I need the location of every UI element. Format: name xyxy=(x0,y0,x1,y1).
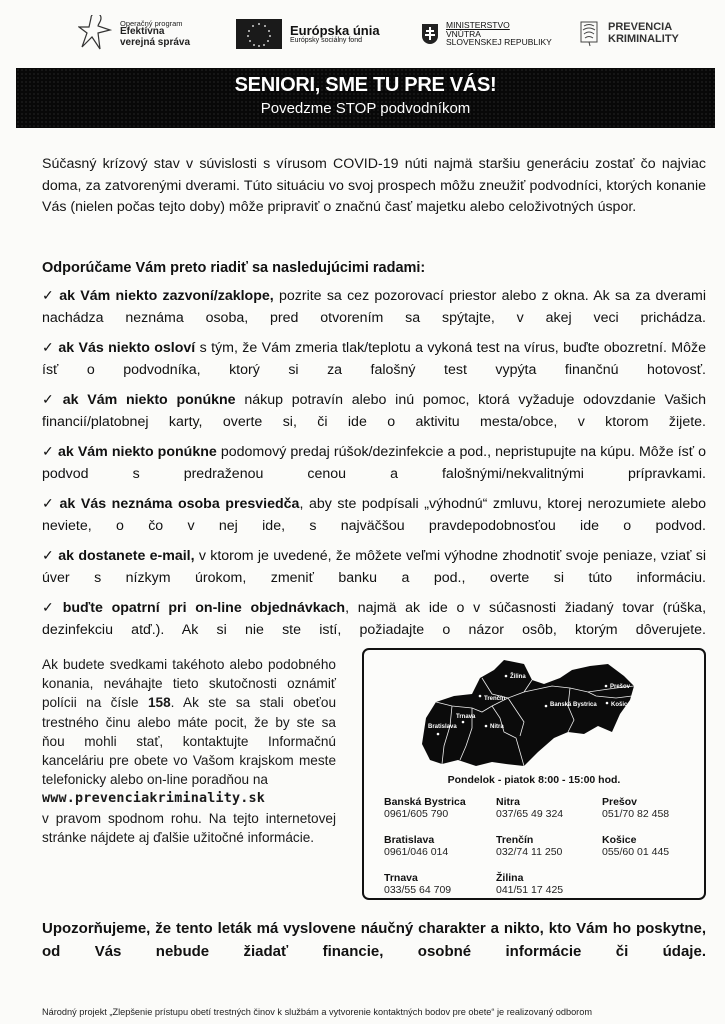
website-link[interactable]: www.prevenciakriminality.sk xyxy=(42,791,266,807)
logo-operacny-program xyxy=(78,14,190,54)
office-phone[interactable]: 051/70 82 458 xyxy=(602,808,670,820)
checkmark-icon: ✓ xyxy=(42,600,59,616)
checkmark-icon: ✓ xyxy=(42,496,56,512)
checkmark-icon: ✓ xyxy=(42,288,56,304)
advice-item-lead: ak dostanete e-mail, xyxy=(58,548,195,564)
office-phone[interactable]: 041/51 17 425 xyxy=(496,884,564,896)
slovak-coat-of-arms-icon xyxy=(422,24,438,44)
witness-text-3: v pravom spodnom rohu. Na tejto internetovej stránke nájdete aj ďalšie užitočné informácie. xyxy=(42,810,336,845)
advice-item-text: v ktorom je uvedené, že môžete veľmi výhodne zhodnotiť svoje peniaze, vziať si úver s nízkym úrokom, zmeniť banku a pod., overte si túto informáciu. xyxy=(42,548,707,586)
advice-item xyxy=(42,338,706,381)
office-hours: Pondelok - piatok 8:00 - 15:00 hod. xyxy=(447,774,621,786)
map-label-zilina: Žilina xyxy=(510,674,526,680)
office-city: Žilina xyxy=(496,872,524,884)
intro-paragraph: Súčasný krízový stav v súvislosti s vírusom COVID-19 núti najmä staršiu generáciu zostať čo najviac doma, za zatvorenými dverami. Túto situáciu vo svoj prospech môžu zneužiť podvodníci, ktorých konanie Vás (nielen počas tejto doby) môže pripraviť o značnú časť majetku alebo celoživotných úspor. xyxy=(42,156,706,215)
advice-item xyxy=(42,546,706,589)
office-contact xyxy=(384,872,494,896)
star-figure-icon xyxy=(78,15,112,53)
logo-opvs-line1: Operačný program xyxy=(120,18,183,28)
advice-item xyxy=(42,390,706,433)
map-label-presov: Prešov xyxy=(610,684,631,690)
logo-european-union xyxy=(236,14,380,54)
page-subtitle: Povedzme STOP podvodníkom xyxy=(260,100,471,117)
disclaimer-warning: Upozorňujeme, že tento leták má vyslovene náučný charakter a nikto, kto Vám ho poskytne, od Vás nebude žiadať financie, osobné informácie či údaje. xyxy=(42,920,706,960)
advice-item-text: podomový predaj rúšok/dezinfekcie a pod., nepristupujte na kúpu. Môže ísť o podvod s predraženou cenou a falošnými/nekvalitnými prípravkami. xyxy=(42,444,707,482)
office-city: Trnava xyxy=(384,872,418,884)
advice-item-lead: ak Vám niekto zazvoní/zaklope, xyxy=(59,288,274,304)
office-city: Banská Bystrica xyxy=(384,796,466,808)
map-label-trencin: Trenčín xyxy=(484,696,506,702)
office-phone[interactable]: 032/74 11 250 xyxy=(496,846,563,858)
advice-item-text: , aby ste podpísali „výhodnú“ zmluvu, ktorej nerozumiete alebo neviete, o čo v nej ide, s najväčšou pravdepodobnosťou ide o podvod. xyxy=(42,496,706,534)
advice-item-lead: buďte opatrní pri on-line objednávkach xyxy=(62,600,346,616)
checkmark-icon: ✓ xyxy=(42,340,55,356)
advice-item xyxy=(42,598,706,641)
witness-text-2: . Ak ste sa stali obeťou trestného činu alebo máte pocit, že by ste sa ňou mohli stať, kontaktujte Informačnú kanceláriu pre obete vo Vašom krajskom meste telefonicky alebo on-line poradňou na xyxy=(42,695,337,788)
witness-paragraph xyxy=(42,655,336,847)
advice-item xyxy=(42,442,706,485)
office-city: Nitra xyxy=(496,796,520,808)
project-footer: Národný projekt „Zlepšenie prístupu obetí trestných činov k službám a vytvorenie kontaktných bodov pre obete“ je realizovaný odborom xyxy=(42,1007,593,1017)
office-contact xyxy=(496,872,606,896)
advice-heading: Odporúčame Vám preto riadiť sa nasledujúcimi radami: xyxy=(42,260,426,276)
map-label-trnava: Trnava xyxy=(456,714,476,720)
advice-item-lead: ak Vám niekto ponúkne xyxy=(62,392,236,408)
office-city: Trenčín xyxy=(496,834,534,846)
advice-item-lead: ak Vám niekto ponúkne xyxy=(58,444,217,460)
logo-eu-line2: Európsky sociálny fond xyxy=(290,37,362,45)
logo-opvs-line2: Efektívna xyxy=(120,26,165,38)
witness-text-1: Ak budete svedkami takéhoto alebo podobného konania, neváhajte tieto skutočnosti oznámiť polícii na čísle xyxy=(42,657,336,711)
office-phone[interactable]: 033/55 64 709 xyxy=(384,884,452,896)
office-contact xyxy=(602,834,712,858)
fingerprint-icon xyxy=(580,21,598,47)
office-city: Bratislava xyxy=(384,834,435,846)
map-label-bratislava: Bratislava xyxy=(428,724,457,730)
office-contact xyxy=(602,796,712,820)
office-phone[interactable]: 0961/605 790 xyxy=(384,808,449,820)
logo-prevencia-kriminality xyxy=(580,14,679,54)
map-label-kosice: Košice xyxy=(611,702,631,708)
office-phone[interactable]: 0961/046 014 xyxy=(384,846,449,858)
logo-eu-line1: Európska únia xyxy=(290,22,380,38)
advice-item-lead: ak Vás niekto osloví xyxy=(58,340,196,356)
police-number: 158 xyxy=(147,695,171,711)
advice-item-text: nákup potravín alebo inú pomoc, ktorá vyžaduje odovzdanie Vašich financií/platobnej karty, overte si, či ide o aktivitu mesta/obce, v ktorom žijete. xyxy=(42,392,706,430)
checkmark-icon: ✓ xyxy=(42,548,55,564)
logo-pk-line1: PREVENCIA xyxy=(608,21,673,34)
logo-pk-line2: KRIMINALITY xyxy=(608,33,679,45)
office-city: Košice xyxy=(602,834,637,846)
office-city: Prešov xyxy=(602,796,638,808)
advice-item xyxy=(42,286,706,329)
map-label-banska-bystrica: Banská Bystrica xyxy=(550,702,597,708)
office-phone[interactable]: 055/60 01 445 xyxy=(602,846,670,858)
eu-flag-icon xyxy=(236,19,282,49)
advice-item-lead: ak Vás neznáma osoba presviedča xyxy=(59,496,300,512)
office-contact xyxy=(384,834,494,858)
office-contact xyxy=(496,796,606,820)
logo-mv-line2: VNÚTRA xyxy=(446,28,481,39)
page-title: SENIORI, SME TU PRE VÁS! xyxy=(234,74,497,96)
advice-item-text: s tým, že Vám zmeria tlak/teplotu a vykoná test na vírus, buďte obozretní. Môže ísť o podvodníka, ktorý si za falošný test vypýta finančnú hotovosť. xyxy=(42,340,706,378)
map-label-nitra: Nitra xyxy=(490,724,504,730)
office-contact xyxy=(384,796,494,820)
office-contact xyxy=(496,834,606,858)
contact-box xyxy=(362,648,706,900)
advice-list xyxy=(42,286,706,650)
checkmark-icon: ✓ xyxy=(42,444,54,460)
logo-opvs-line3: verejná správa xyxy=(120,36,191,48)
checkmark-icon: ✓ xyxy=(42,392,59,408)
slovakia-map-icon xyxy=(420,656,658,768)
office-phone[interactable]: 037/65 49 324 xyxy=(496,808,564,820)
logo-ministry-interior xyxy=(422,14,552,54)
advice-item-text: , najmä ak ide o v súčasnosti žiadaný tovar (rúška, dezinfekciu atď.). Ak si nie ste istí, požiadajte o názor osôb, ktorým dôverujete. xyxy=(42,600,707,638)
advice-item-text: pozrite sa cez pozorovací priestor alebo z okna. Ak sa za dverami nachádza neznáma osoba, pred otvorením sa spýtajte, v akej veci prichádza. xyxy=(42,288,706,326)
logo-mv-line1: MINISTERSTVO xyxy=(446,19,510,30)
advice-item xyxy=(42,494,706,537)
title-banner xyxy=(16,68,715,128)
logo-mv-line3: SLOVENSKEJ REPUBLIKY xyxy=(446,37,552,48)
